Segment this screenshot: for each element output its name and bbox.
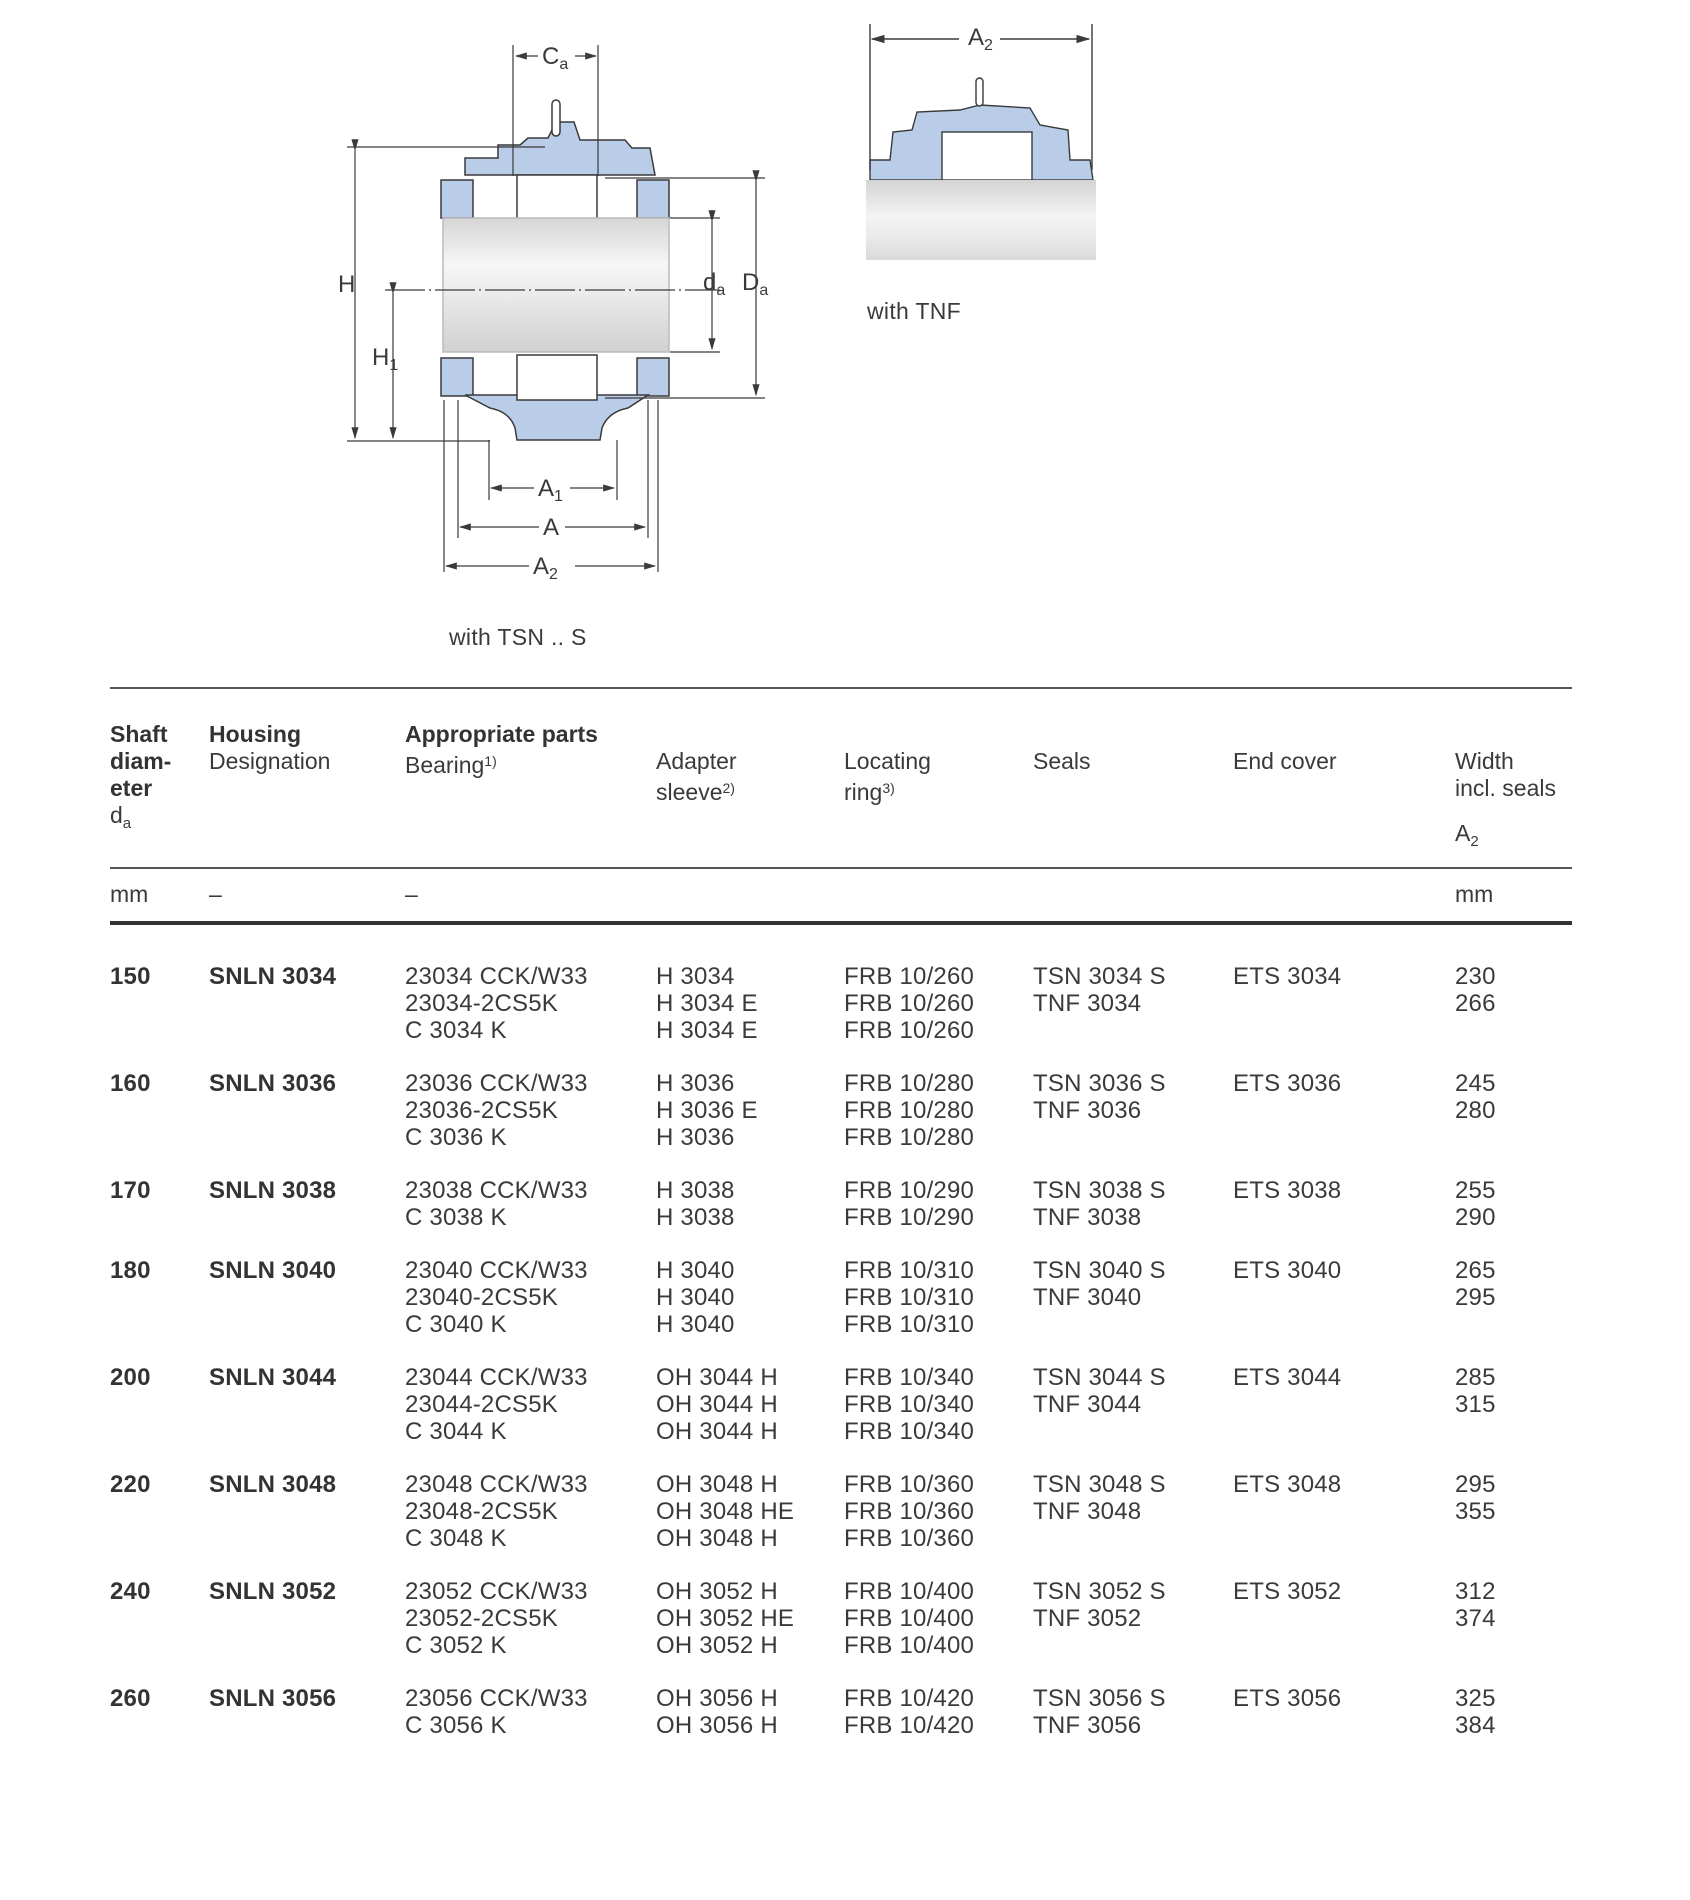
cell-line: TNF 3034 <box>1033 990 1142 1017</box>
cell-shaft-diameter <box>110 1070 151 1097</box>
cell-shaft-diameter <box>110 1364 151 1391</box>
table-row <box>110 1070 1572 1177</box>
cell-line: SNLN 3036 <box>209 1070 337 1097</box>
table-header <box>110 689 1572 867</box>
cell-line: FRB 10/400 <box>844 1632 975 1659</box>
cell-bearing <box>405 1578 588 1659</box>
cell-width <box>1455 1177 1496 1231</box>
cell-line: 280 <box>1455 1097 1496 1124</box>
cell-line: FRB 10/420 <box>844 1685 975 1712</box>
cell-line: ETS 3036 <box>1233 1070 1342 1097</box>
cell-line: C 3034 K <box>405 1017 507 1044</box>
cell-line: 312 <box>1455 1578 1496 1605</box>
unit-width: mm <box>1455 881 1494 907</box>
cell-line: 23044-2CS5K <box>405 1391 558 1418</box>
cell-line: FRB 10/400 <box>844 1605 975 1632</box>
cell-line: FRB 10/360 <box>844 1498 975 1525</box>
cell-adapter-sleeve <box>656 1177 735 1231</box>
cell-line: TSN 3056 S <box>1033 1685 1166 1712</box>
cell-line: 23056 CCK/W33 <box>405 1685 588 1712</box>
cell-line: 240 <box>110 1578 151 1605</box>
table-row <box>110 1578 1572 1685</box>
cell-line: 266 <box>1455 990 1496 1017</box>
cell-bearing <box>405 1364 588 1445</box>
cell-locating-ring <box>844 1471 974 1552</box>
cell-seals <box>1033 1364 1166 1418</box>
dim-label-ca: $C_a$ <box>542 43 569 73</box>
cell-line: H 3038 <box>656 1204 735 1231</box>
cell-line: ETS 3052 <box>1233 1578 1342 1605</box>
cell-line: OH 3052 HE <box>656 1605 795 1632</box>
cell-line: OH 3048 H <box>656 1471 778 1498</box>
cell-line: TNF 3048 <box>1033 1498 1142 1525</box>
header-appropriate-parts: Appropriate parts Bearing$^{1)}$ <box>405 721 598 778</box>
cell-line: SNLN 3040 <box>209 1257 337 1284</box>
cell-line: ETS 3038 <box>1233 1177 1342 1204</box>
cell-locating-ring <box>844 1578 974 1659</box>
cell-line: OH 3044 H <box>656 1418 778 1445</box>
cell-locating-ring <box>844 1070 974 1151</box>
cell-line: OH 3056 H <box>656 1685 778 1712</box>
cell-line: 230 <box>1455 963 1496 990</box>
figure-caption-tsn: with TSN .. S <box>449 624 587 650</box>
cell-line: FRB 10/260 <box>844 963 975 990</box>
cell-line: 23052 CCK/W33 <box>405 1578 588 1605</box>
cell-line: FRB 10/360 <box>844 1471 975 1498</box>
cell-line: FRB 10/420 <box>844 1712 975 1739</box>
cell-shaft-diameter <box>110 1685 151 1712</box>
figure-caption-tnf: with TNF <box>867 298 961 324</box>
cell-line: TSN 3048 S <box>1033 1471 1166 1498</box>
cell-line: 290 <box>1455 1204 1496 1231</box>
cell-housing-designation <box>209 1685 336 1712</box>
cell-seals <box>1033 1257 1166 1311</box>
dim-label-da: $d_a$ <box>703 269 726 299</box>
cell-line: H 3038 <box>656 1177 735 1204</box>
cell-housing-designation <box>209 1364 336 1391</box>
cell-line: ETS 3040 <box>1233 1257 1342 1284</box>
cell-line: FRB 10/260 <box>844 1017 975 1044</box>
dim-label-Da: $D_a$ <box>742 269 769 299</box>
cell-housing-designation <box>209 1070 336 1097</box>
unit-shaft: mm <box>110 881 149 907</box>
cell-line: FRB 10/280 <box>844 1097 975 1124</box>
cell-width <box>1455 1364 1496 1418</box>
cell-line: 220 <box>110 1471 151 1498</box>
cell-line: FRB 10/310 <box>844 1257 975 1284</box>
cell-seals <box>1033 1578 1166 1632</box>
cell-locating-ring <box>844 1257 974 1338</box>
cell-shaft-diameter <box>110 963 151 990</box>
cell-line: H 3036 E <box>656 1097 758 1124</box>
cell-line: C 3044 K <box>405 1418 507 1445</box>
dim-label-a2: $A_2$ <box>533 553 558 583</box>
cell-seals <box>1033 1177 1166 1231</box>
table-row <box>110 1364 1572 1471</box>
table-row <box>110 963 1572 1070</box>
cell-width <box>1455 1257 1496 1311</box>
cell-line: TNF 3052 <box>1033 1605 1142 1632</box>
cell-line: TSN 3036 S <box>1033 1070 1166 1097</box>
cell-adapter-sleeve <box>656 1578 794 1659</box>
cell-line: FRB 10/290 <box>844 1204 975 1231</box>
cell-seals <box>1033 1471 1166 1525</box>
cell-line: 170 <box>110 1177 151 1204</box>
cell-line: FRB 10/290 <box>844 1177 975 1204</box>
cell-housing-designation <box>209 1578 336 1605</box>
cell-end-cover <box>1233 1257 1341 1284</box>
cell-width <box>1455 1471 1496 1525</box>
cell-line: ETS 3034 <box>1233 963 1342 990</box>
cell-line: OH 3044 H <box>656 1364 778 1391</box>
cell-line: C 3056 K <box>405 1712 507 1739</box>
cell-line: FRB 10/340 <box>844 1418 975 1445</box>
cell-line: TSN 3040 S <box>1033 1257 1166 1284</box>
cell-line: FRB 10/340 <box>844 1364 975 1391</box>
dim-label-a1: $A_1$ <box>538 475 563 505</box>
cell-line: TSN 3044 S <box>1033 1364 1166 1391</box>
cell-line: C 3040 K <box>405 1311 507 1338</box>
cell-line: OH 3048 H <box>656 1525 778 1552</box>
cell-bearing <box>405 1471 588 1552</box>
cell-line: 265 <box>1455 1257 1496 1284</box>
cell-seals <box>1033 963 1166 1017</box>
cell-end-cover <box>1233 1578 1341 1605</box>
cell-line: 150 <box>110 963 151 990</box>
cell-line: 23052-2CS5K <box>405 1605 558 1632</box>
table-row <box>110 1257 1572 1364</box>
cell-line: H 3036 <box>656 1124 735 1151</box>
cell-line: 245 <box>1455 1070 1496 1097</box>
cell-locating-ring <box>844 1364 974 1445</box>
cell-adapter-sleeve <box>656 963 758 1044</box>
cell-line: FRB 10/340 <box>844 1391 975 1418</box>
cell-line: TNF 3036 <box>1033 1097 1142 1124</box>
cell-line: 23036-2CS5K <box>405 1097 558 1124</box>
cell-end-cover <box>1233 1685 1341 1712</box>
cell-end-cover <box>1233 1070 1341 1097</box>
cell-adapter-sleeve <box>656 1364 778 1445</box>
cell-line: C 3052 K <box>405 1632 507 1659</box>
cell-line: ETS 3044 <box>1233 1364 1342 1391</box>
cell-line: 255 <box>1455 1177 1496 1204</box>
header-width: Width incl. seals $A_2$ <box>1455 748 1556 850</box>
cell-shaft-diameter <box>110 1578 151 1605</box>
table-row <box>110 1177 1572 1257</box>
cell-line: FRB 10/280 <box>844 1124 975 1151</box>
cell-bearing <box>405 1257 588 1338</box>
cell-adapter-sleeve <box>656 1471 794 1552</box>
cell-line: 180 <box>110 1257 151 1284</box>
cell-line: OH 3044 H <box>656 1391 778 1418</box>
cell-width <box>1455 1070 1496 1124</box>
cell-adapter-sleeve <box>656 1070 758 1151</box>
cell-line: 295 <box>1455 1471 1496 1498</box>
cell-line: OH 3052 H <box>656 1578 778 1605</box>
cell-line: 384 <box>1455 1712 1496 1739</box>
cell-line: C 3048 K <box>405 1525 507 1552</box>
cell-line: TSN 3034 S <box>1033 963 1166 990</box>
cell-line: H 3036 <box>656 1070 735 1097</box>
table-row <box>110 1685 1572 1765</box>
cell-housing-designation <box>209 1257 336 1284</box>
table-row <box>110 1471 1572 1578</box>
cell-line: H 3034 <box>656 963 735 990</box>
dim-label-h: H <box>338 271 356 298</box>
cell-line: H 3034 E <box>656 990 758 1017</box>
unit-bearing: – <box>405 881 418 907</box>
cell-line: 23040 CCK/W33 <box>405 1257 588 1284</box>
cell-line: OH 3048 HE <box>656 1498 795 1525</box>
housing-section-drawing-tsn <box>330 30 780 590</box>
cell-line: TNF 3040 <box>1033 1284 1142 1311</box>
cell-line: SNLN 3052 <box>209 1578 337 1605</box>
header-end-cover: End cover <box>1233 748 1337 774</box>
cell-adapter-sleeve <box>656 1257 735 1338</box>
cell-line: 200 <box>110 1364 151 1391</box>
cell-line: C 3038 K <box>405 1204 507 1231</box>
cell-line: 23036 CCK/W33 <box>405 1070 588 1097</box>
cell-line: FRB 10/310 <box>844 1311 975 1338</box>
cell-line: H 3040 <box>656 1311 735 1338</box>
cell-end-cover <box>1233 1364 1341 1391</box>
cell-line: ETS 3056 <box>1233 1685 1342 1712</box>
cell-line: H 3034 E <box>656 1017 758 1044</box>
cell-line: SNLN 3056 <box>209 1685 337 1712</box>
cell-shaft-diameter <box>110 1471 151 1498</box>
cell-bearing <box>405 1177 588 1231</box>
cell-seals <box>1033 1070 1166 1124</box>
cell-end-cover <box>1233 1177 1341 1204</box>
cell-line: 23034-2CS5K <box>405 990 558 1017</box>
header-seals: Seals <box>1033 748 1091 774</box>
cell-housing-designation <box>209 1471 336 1498</box>
cell-line: 355 <box>1455 1498 1496 1525</box>
cell-line: 260 <box>110 1685 151 1712</box>
unit-housing: – <box>209 881 222 907</box>
cell-line: FRB 10/260 <box>844 990 975 1017</box>
cell-line: H 3040 <box>656 1257 735 1284</box>
cell-locating-ring <box>844 1685 974 1739</box>
dim-label-a: A <box>543 514 560 541</box>
cell-line: OH 3056 H <box>656 1712 778 1739</box>
housing-section-drawing-tnf <box>860 15 1120 265</box>
cell-end-cover <box>1233 963 1341 990</box>
cell-shaft-diameter <box>110 1257 151 1284</box>
cell-line: FRB 10/280 <box>844 1070 975 1097</box>
cell-line: 23040-2CS5K <box>405 1284 558 1311</box>
cell-housing-designation <box>209 963 336 990</box>
cell-line: TSN 3038 S <box>1033 1177 1166 1204</box>
cell-line: FRB 10/400 <box>844 1578 975 1605</box>
cell-line: SNLN 3038 <box>209 1177 337 1204</box>
cell-line: TSN 3052 S <box>1033 1578 1166 1605</box>
cell-locating-ring <box>844 1177 974 1231</box>
header-housing: Housing Designation <box>209 721 331 774</box>
units-row <box>110 869 1572 921</box>
cell-line: 23044 CCK/W33 <box>405 1364 588 1391</box>
header-locating-ring: Locating ring$^{3)}$ <box>844 748 931 805</box>
cell-line: 325 <box>1455 1685 1496 1712</box>
cell-line: C 3036 K <box>405 1124 507 1151</box>
cell-line: TNF 3056 <box>1033 1712 1142 1739</box>
cell-line: 374 <box>1455 1605 1496 1632</box>
cell-housing-designation <box>209 1177 336 1204</box>
cell-line: SNLN 3044 <box>209 1364 337 1391</box>
cell-line: ETS 3048 <box>1233 1471 1342 1498</box>
table-body <box>110 925 1572 1765</box>
cell-line: 23048 CCK/W33 <box>405 1471 588 1498</box>
cell-shaft-diameter <box>110 1177 151 1204</box>
cell-width <box>1455 1578 1496 1632</box>
dim-label-a2-tnf: $A_2$ <box>968 24 993 54</box>
cell-end-cover <box>1233 1471 1341 1498</box>
cell-line: 295 <box>1455 1284 1496 1311</box>
cell-line: TNF 3038 <box>1033 1204 1142 1231</box>
cell-line: 160 <box>110 1070 151 1097</box>
cell-line: 315 <box>1455 1391 1496 1418</box>
cell-locating-ring <box>844 963 974 1044</box>
cell-line: OH 3052 H <box>656 1632 778 1659</box>
cell-line: H 3040 <box>656 1284 735 1311</box>
header-adapter-sleeve: Adapter sleeve$^{2)}$ <box>656 748 737 805</box>
product-table <box>110 687 1572 1765</box>
cell-line: SNLN 3034 <box>209 963 337 990</box>
cell-bearing <box>405 963 588 1044</box>
cell-line: SNLN 3048 <box>209 1471 337 1498</box>
cell-adapter-sleeve <box>656 1685 778 1739</box>
cell-line: 23034 CCK/W33 <box>405 963 588 990</box>
cell-line: 23038 CCK/W33 <box>405 1177 588 1204</box>
cell-line: 285 <box>1455 1364 1496 1391</box>
cell-width <box>1455 963 1496 1017</box>
cell-line: 23048-2CS5K <box>405 1498 558 1525</box>
cell-seals <box>1033 1685 1166 1739</box>
dim-label-h1: $H_1$ <box>372 344 399 374</box>
cell-bearing <box>405 1685 588 1739</box>
cell-width <box>1455 1685 1496 1739</box>
cell-line: FRB 10/360 <box>844 1525 975 1552</box>
header-shaft-diameter: Shaft diam- eter $d_a$ <box>110 721 172 832</box>
cell-line: TNF 3044 <box>1033 1391 1142 1418</box>
cell-line: FRB 10/310 <box>844 1284 975 1311</box>
cell-bearing <box>405 1070 588 1151</box>
